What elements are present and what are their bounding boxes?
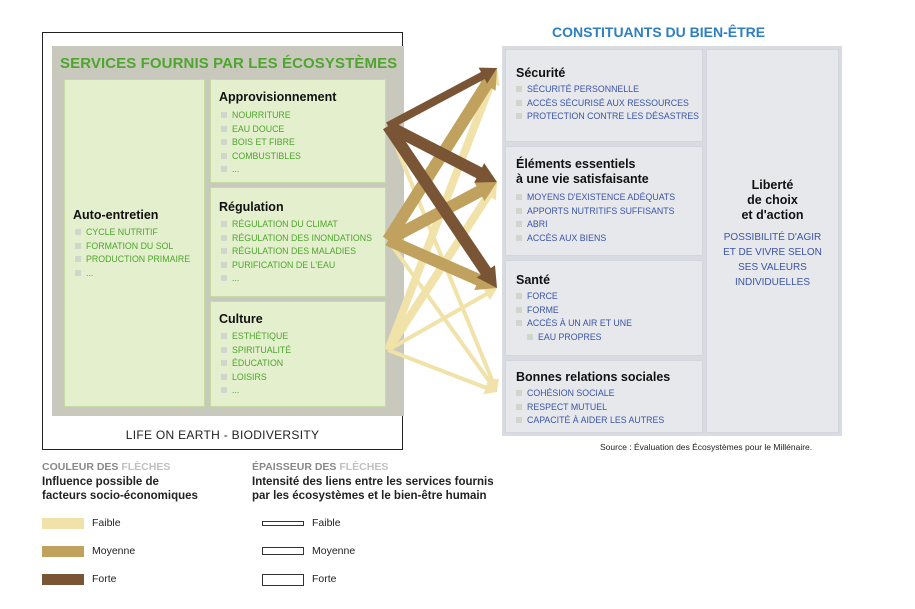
list-item: ... <box>75 267 190 281</box>
list-item: PURIFICATION DE L'EAU <box>221 259 372 273</box>
list-item: FORMATION DU SOL <box>75 240 190 254</box>
culture-title: Culture <box>219 312 263 326</box>
list-item: SPIRITUALITÉ <box>221 344 291 358</box>
list-item: ACCÈS AUX BIENS <box>516 232 675 246</box>
list-item: NOURRITURE <box>221 109 301 123</box>
legend-color-heading <box>42 461 170 473</box>
elements-title-line2: à une vie satisfaisante <box>516 172 649 186</box>
auto-entretien-title: Auto-entretien <box>73 208 159 222</box>
list-item: FORCE <box>516 290 632 304</box>
liberte-desc-line: INDIVIDUELLES <box>734 277 811 288</box>
list-item: MOYENS D'EXISTENCE ADÉQUATS <box>516 191 675 205</box>
well-being-title: CONSTITUANTS DU BIEN-ÊTRE <box>552 24 766 40</box>
liberte-desc-line: ET DE VIVRE SELON <box>723 247 822 258</box>
list-item: BOIS ET FIBRE <box>221 136 301 150</box>
securite-box <box>505 49 703 142</box>
legend-color-heading-b: FLÈCHES <box>121 461 171 473</box>
list-item: ... <box>221 384 291 398</box>
liberte-desc-line: SES VALEURS <box>738 262 807 273</box>
list-item: PRODUCTION PRIMAIRE <box>75 253 190 267</box>
list-item: EAU PROPRES <box>516 331 632 345</box>
sante-list <box>516 290 632 344</box>
relations-box <box>505 360 703 433</box>
approvisionnement-title: Approvisionnement <box>219 90 337 104</box>
legend-width-sub-line: Intensité des liens entre les services fournis <box>252 476 494 488</box>
elements-title <box>516 157 649 187</box>
liberte-title-line: Liberté <box>751 178 794 192</box>
securite-title: Sécurité <box>516 66 566 80</box>
legend-width-heading-b: FLÈCHES <box>339 461 389 473</box>
liberte-title <box>707 178 838 223</box>
legend-color-sub-line: Influence possible de <box>42 476 159 488</box>
legend-swatch-faible <box>42 518 84 529</box>
legend-width-heading-a: ÉPAISSEUR DES <box>252 461 340 473</box>
liberte-description <box>707 230 838 290</box>
legend-swatch-moyenne <box>42 546 84 557</box>
source-note: Source : Évaluation des Écosystèmes pour le Millénaire. <box>600 442 813 452</box>
biodiversity-label: LIFE ON EARTH - BIODIVERSITY <box>125 428 320 442</box>
list-item: ESTHÉTIQUE <box>221 330 291 344</box>
arrow-group <box>383 68 500 395</box>
list-item: PROTECTION CONTRE LES DÉSASTRES <box>516 110 699 124</box>
legend-color-label-forte: Forte <box>92 573 117 585</box>
legend-width-heading <box>252 461 388 473</box>
legend-color-sub-line: facteurs socio-économiques <box>42 490 198 502</box>
list-item: ACCÈS À UN AIR ET UNE <box>516 317 632 331</box>
securite-list <box>516 83 699 124</box>
list-item: LOISIRS <box>221 371 291 385</box>
ecosystem-services-title: SERVICES FOURNIS PAR LES ÉCOSYSTÈMES <box>60 55 398 72</box>
list-item: RÉGULATION DU CLIMAT <box>221 218 372 232</box>
list-item: SÉCURITÉ PERSONNELLE <box>516 83 699 97</box>
legend-color-label-faible: Faible <box>92 517 121 529</box>
legend-width-sample-forte <box>262 574 304 586</box>
list-item: CYCLE NUTRITIF <box>75 226 190 240</box>
list-item: RÉGULATION DES INONDATIONS <box>221 232 372 246</box>
list-item: ACCÈS SÉCURISÉ AUX RESSOURCES <box>516 97 699 111</box>
legend-width-sample-faible <box>262 521 304 526</box>
liberte-title-line: de choix <box>747 193 798 207</box>
list-item: ... <box>221 163 301 177</box>
elements-list <box>516 191 675 245</box>
liberte-desc-line: POSSIBILITÉ D'AGIR <box>723 232 822 243</box>
legend-width-sub-line: par les écosystèmes et le bien-être humain <box>252 490 487 502</box>
legend-color-label-moyenne: Moyenne <box>92 545 136 557</box>
regulation-title: Régulation <box>219 200 284 214</box>
list-item: RESPECT MUTUEL <box>516 401 664 415</box>
list-item: FORME <box>516 304 632 318</box>
legend-width-label-forte: Forte <box>312 573 337 585</box>
legend-width-label-moyenne: Moyenne <box>312 545 356 557</box>
legend-color-heading-a: COULEUR DES <box>42 461 122 473</box>
list-item: ÉDUCATION <box>221 357 291 371</box>
relations-title: Bonnes relations sociales <box>516 370 671 384</box>
legend-width-label-faible: Faible <box>312 517 341 529</box>
liberte-title-line: et d'action <box>741 208 804 222</box>
list-item: COMBUSTIBLES <box>221 150 301 164</box>
list-item: RÉGULATION DES MALADIES <box>221 245 372 259</box>
legend-width-subtitle <box>252 475 494 503</box>
elements-title-line1: Éléments essentiels <box>516 157 636 171</box>
legend-color-subtitle <box>42 475 198 503</box>
list-item: EAU DOUCE <box>221 123 301 137</box>
legend-width-sample-moyenne <box>262 547 304 555</box>
elements-box <box>505 146 703 256</box>
list-item: APPORTS NUTRITIFS SUFFISANTS <box>516 205 675 219</box>
relations-list <box>516 387 664 428</box>
list-item: CAPACITÉ À AIDER LES AUTRES <box>516 414 664 428</box>
list-item: ... <box>221 272 372 286</box>
list-item: COHÉSION SOCIALE <box>516 387 664 401</box>
sante-box <box>505 260 703 356</box>
legend-swatch-forte <box>42 574 84 585</box>
sante-title: Santé <box>516 273 551 287</box>
liberte-box <box>706 49 839 433</box>
list-item: ABRI <box>516 218 675 232</box>
